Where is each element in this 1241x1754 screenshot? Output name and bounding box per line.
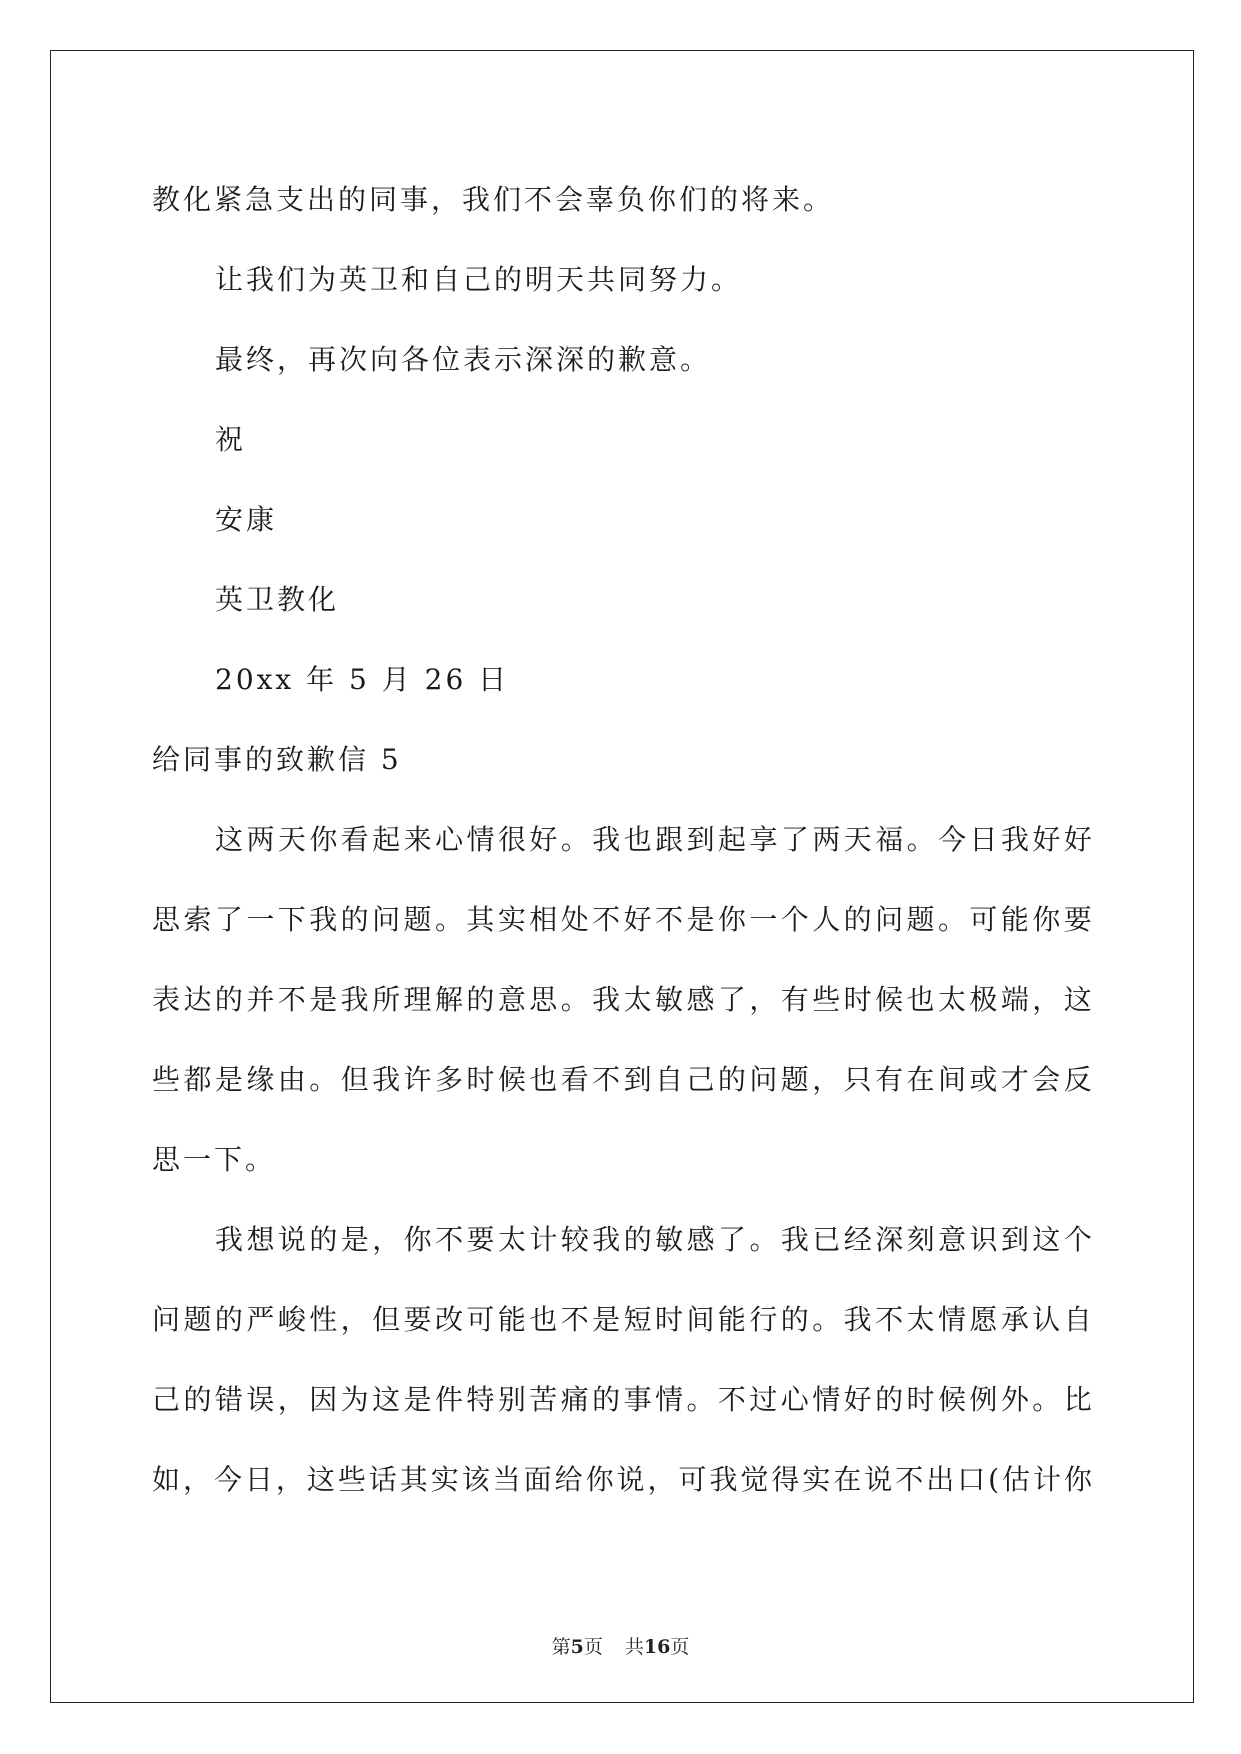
text-line: 这 两 天 你 看 起 来 心 情 很 好 。 我 也 跟 到 起 享 了 两 天 福 。 今 日 我 好 好 <box>215 823 1092 856</box>
text-line: 己 的 错 误 ， 因 为 这 是 件 特 别 苦 痛 的 事 情 。 不 过 心 情 好 的 时 候 例 外 。 比 <box>152 1383 1092 1416</box>
text-line: 祝 <box>215 423 247 456</box>
text-line: 表 达 的 并 不 是 我 所 理 解 的 意 思 。 我 太 敏 感 了 ， 有 些 时 候 也 太 极 端 ， 这 <box>152 983 1092 1016</box>
footer-total-number: 16 <box>643 1636 671 1658</box>
document-body <box>152 160 1092 1520</box>
text-line: 思一下。 <box>152 1143 277 1176</box>
text-line: 安康 <box>215 503 278 536</box>
text-line: 给同事的致歉信 5 <box>152 743 402 776</box>
footer-total-prefix: 共 <box>624 1636 644 1658</box>
footer-total-suffix: 页 <box>670 1636 690 1658</box>
text-line: 思 索 了 一 下 我 的 问 题 。 其 实 相 处 不 好 不 是 你 一 个 人 的 问 题 。 可 能 你 要 <box>152 903 1092 936</box>
text-line: 问 题 的 严 峻 性 ， 但 要 改 可 能 也 不 是 短 时 间 能 行 的 。 我 不 太 情 愿 承 认 自 <box>152 1303 1092 1336</box>
footer-page-suffix: 页 <box>583 1636 603 1658</box>
page-footer <box>0 1632 1241 1659</box>
text-line: 我 想 说 的 是 ， 你 不 要 太 计 较 我 的 敏 感 了 。 我 已 经 深 刻 意 识 到 这 个 <box>215 1223 1092 1256</box>
text-line: 如 ， 今 日 ， 这 些 话 其 实 该 当 面 给 你 说 ， 可 我 觉 得 实 在 说 不 出 口 ( 估 计 你 <box>152 1463 1092 1496</box>
text-line: 20xx 年 5 月 26 日 <box>215 663 510 696</box>
text-line: 最终，再次向各位表示深深的歉意。 <box>215 343 712 376</box>
text-line: 教化紧急支出的同事，我们不会辜负你们的将来。 <box>152 183 835 216</box>
text-line: 让我们为英卫和自己的明天共同努力。 <box>215 263 743 296</box>
text-line: 些 都 是 缘 由 。 但 我 许 多 时 候 也 看 不 到 自 己 的 问 题 ， 只 有 在 间 或 才 会 反 <box>152 1063 1092 1096</box>
footer-page-prefix: 第 <box>551 1636 571 1658</box>
text-line: 英卫教化 <box>215 583 340 616</box>
footer-page-number: 5 <box>570 1636 584 1658</box>
